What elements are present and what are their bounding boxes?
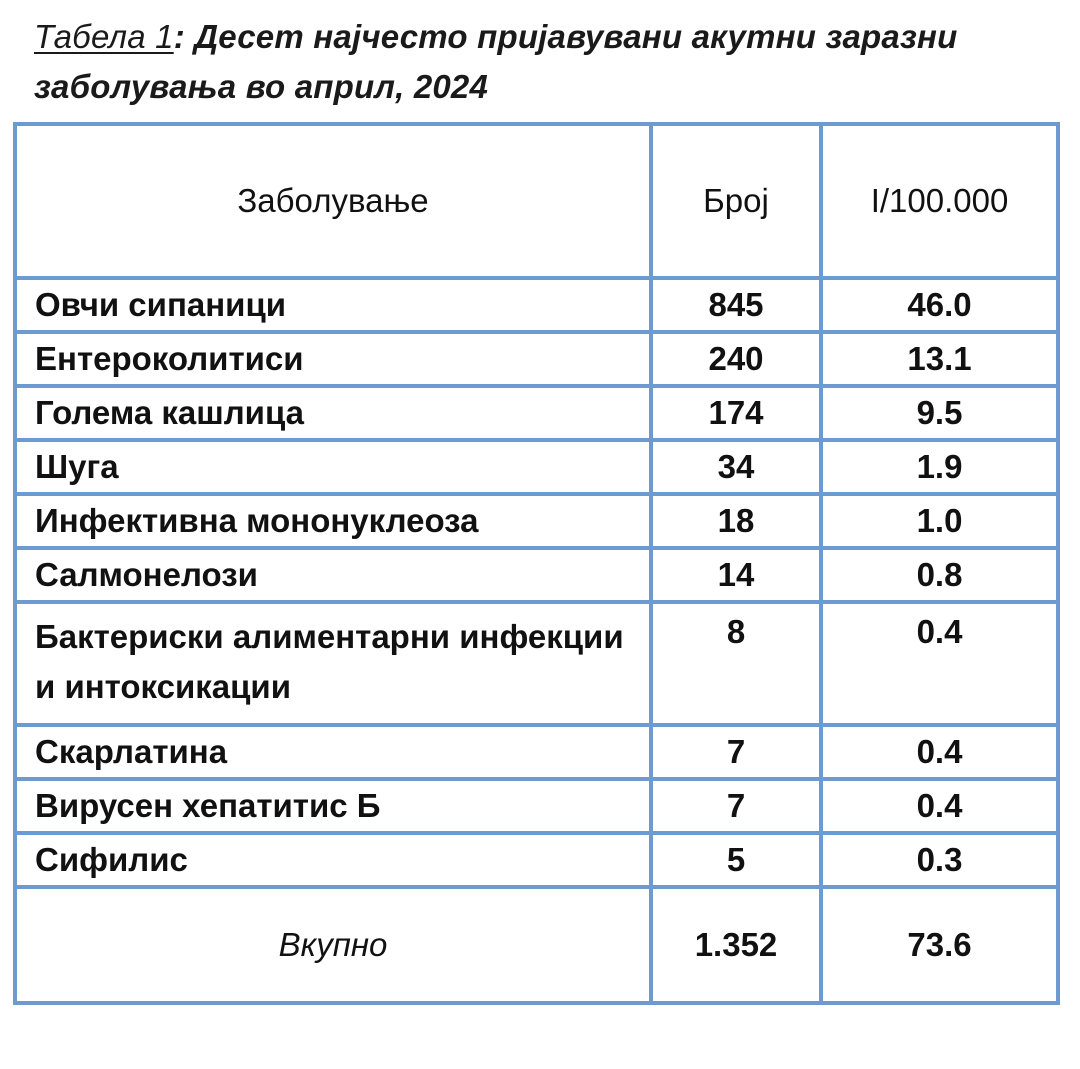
cell-count: 7 xyxy=(651,725,821,779)
table-row xyxy=(15,833,1058,887)
table-row xyxy=(15,440,1058,494)
cell-rate: 0.4 xyxy=(821,725,1058,779)
cell-count: 845 xyxy=(651,278,821,332)
cell-count: 34 xyxy=(651,440,821,494)
cell-rate: 0.3 xyxy=(821,833,1058,887)
table-row xyxy=(15,332,1058,386)
cell-disease: Бактериски алиментарни инфекции и интоксикации xyxy=(15,602,651,725)
cell-disease: Вирусен хепатитис Б xyxy=(15,779,651,833)
cell-disease: Овчи сипаници xyxy=(15,278,651,332)
cell-total-count: 1.352 xyxy=(651,887,821,1003)
cell-count: 18 xyxy=(651,494,821,548)
cell-rate: 13.1 xyxy=(821,332,1058,386)
cell-count: 8 xyxy=(651,602,821,725)
cell-count: 240 xyxy=(651,332,821,386)
cell-disease: Ентероколитиси xyxy=(15,332,651,386)
cell-disease: Сифилис xyxy=(15,833,651,887)
table-row xyxy=(15,725,1058,779)
table-row xyxy=(15,602,1058,725)
table-header-row xyxy=(15,124,1058,278)
table-caption xyxy=(34,12,1054,112)
cell-rate: 1.0 xyxy=(821,494,1058,548)
table-row xyxy=(15,494,1058,548)
cell-total-label: Вкупно xyxy=(15,887,651,1003)
cell-disease: Инфективна мононуклеоза xyxy=(15,494,651,548)
cell-count: 7 xyxy=(651,779,821,833)
diseases-table xyxy=(13,122,1060,1005)
cell-count: 174 xyxy=(651,386,821,440)
cell-rate: 9.5 xyxy=(821,386,1058,440)
cell-rate: 0.4 xyxy=(821,602,1058,725)
table-row xyxy=(15,278,1058,332)
table-total-row xyxy=(15,887,1058,1003)
cell-count: 14 xyxy=(651,548,821,602)
header-disease: Заболување xyxy=(15,124,651,278)
header-rate: I/100.000 xyxy=(821,124,1058,278)
table-row xyxy=(15,779,1058,833)
cell-rate: 0.8 xyxy=(821,548,1058,602)
cell-disease: Шуга xyxy=(15,440,651,494)
table-row xyxy=(15,548,1058,602)
cell-total-rate: 73.6 xyxy=(821,887,1058,1003)
cell-rate: 1.9 xyxy=(821,440,1058,494)
table-row xyxy=(15,386,1058,440)
cell-disease: Салмонелози xyxy=(15,548,651,602)
cell-disease: Скарлатина xyxy=(15,725,651,779)
table-caption-title: : Десет најчесто пријавувани акутни заразни заболувања во април, 2024 xyxy=(34,18,958,105)
table-caption-label: Табела 1 xyxy=(34,18,174,55)
cell-count: 5 xyxy=(651,833,821,887)
cell-rate: 46.0 xyxy=(821,278,1058,332)
cell-disease: Голема кашлица xyxy=(15,386,651,440)
cell-rate: 0.4 xyxy=(821,779,1058,833)
header-count: Број xyxy=(651,124,821,278)
